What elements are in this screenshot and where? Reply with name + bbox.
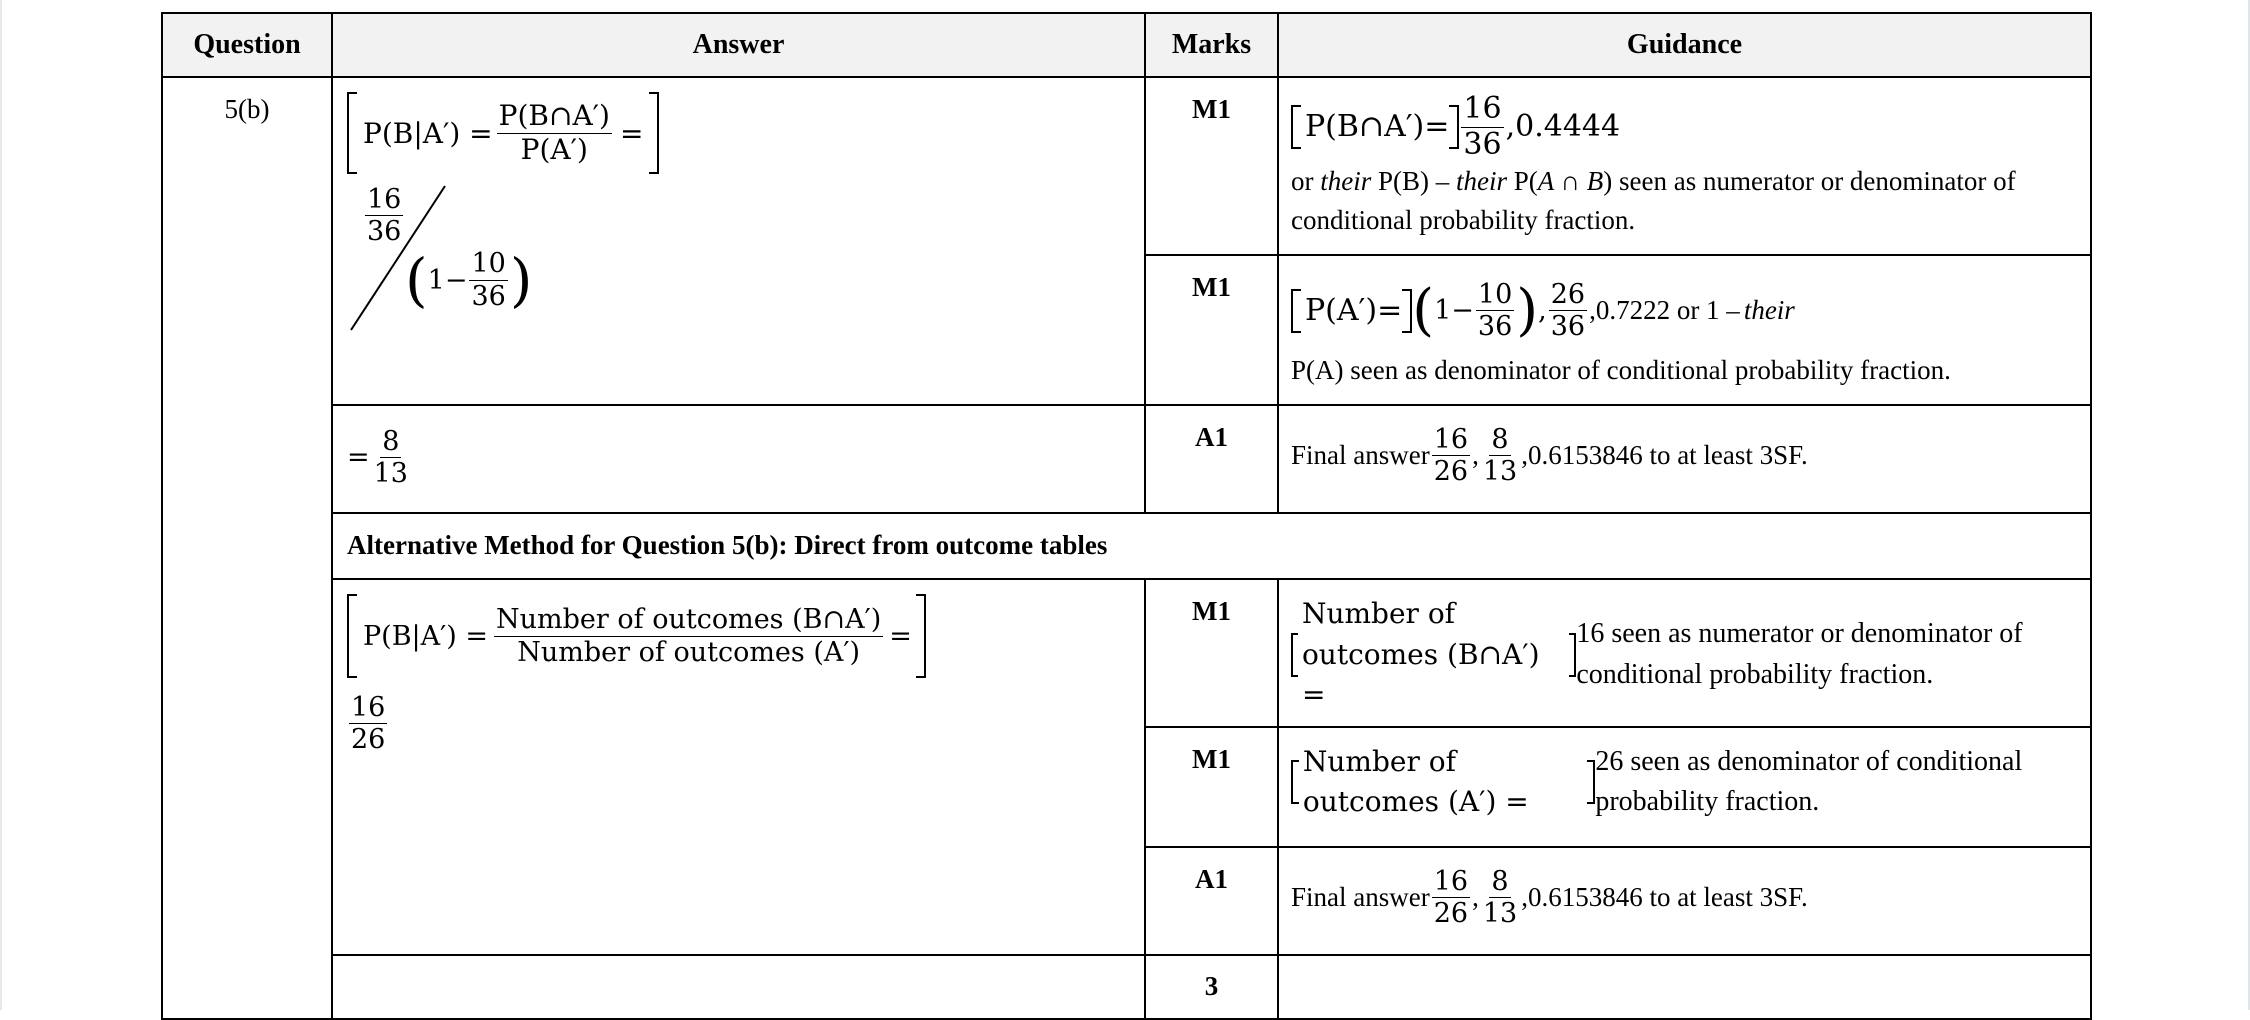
total-marks: 3 bbox=[1145, 955, 1278, 1019]
alt-g2-text: 26 seen as denominator of conditional probability fraction. bbox=[1595, 745, 2023, 818]
g1-text-b: P(B) – bbox=[1371, 166, 1457, 196]
alt-g3-comma: , bbox=[1472, 881, 1479, 912]
g2-den: 36 bbox=[1477, 311, 1513, 343]
alt-cond-eq: = bbox=[889, 620, 912, 652]
alt-cond-lhs: P(B|A′) = bbox=[363, 620, 489, 652]
g2-paren-open: ( bbox=[1412, 278, 1435, 343]
header-row bbox=[162, 13, 2091, 77]
g3-f2-den: 13 bbox=[1482, 456, 1518, 488]
g2-bracket-close bbox=[1402, 289, 1412, 333]
slash-fraction bbox=[347, 182, 533, 332]
g3-f2-num: 8 bbox=[1491, 424, 1509, 455]
table-row bbox=[162, 77, 2091, 255]
alt-g3-suffix: ,0.6153846 to at least 3SF. bbox=[1521, 881, 1808, 912]
alt-fraction bbox=[349, 692, 387, 755]
final-num: 8 bbox=[382, 426, 400, 457]
g2-num: 10 bbox=[1477, 279, 1513, 311]
g1-bracket-open bbox=[1291, 105, 1301, 149]
g2-one-minus: 1− bbox=[1434, 295, 1474, 327]
total-guidance-blank bbox=[1278, 955, 2091, 1019]
cond-num: P(B∩A′) bbox=[498, 99, 610, 133]
g2-their: their bbox=[1743, 295, 1795, 326]
alt-g3-f1-den: 26 bbox=[1433, 897, 1469, 929]
g1-bracket-close bbox=[1449, 105, 1459, 149]
alt-g2-bracket-close bbox=[1587, 760, 1595, 804]
alt-g1-prefix: Number of outcomes (B∩A′) = bbox=[1301, 597, 1540, 712]
cond-eq: = bbox=[619, 116, 644, 150]
mark-a1-a: A1 bbox=[1145, 405, 1278, 513]
header-marks: Marks bbox=[1145, 13, 1278, 77]
final-eq: = bbox=[347, 442, 370, 474]
final-fraction bbox=[372, 426, 410, 489]
g2-prefix: P(A′)= bbox=[1305, 292, 1403, 328]
g1-den: 36 bbox=[1463, 126, 1502, 162]
g3-comma: , bbox=[1472, 439, 1479, 470]
alt-method-heading: Alternative Method for Question 5(b): Direct from outcome tables bbox=[332, 513, 2091, 579]
mark-m1-d: M1 bbox=[1145, 727, 1278, 847]
g1-text-c: P( bbox=[1507, 166, 1538, 196]
mark-a1-b: A1 bbox=[1145, 847, 1278, 955]
table-row bbox=[162, 513, 2091, 579]
final-den: 13 bbox=[373, 458, 408, 490]
cond-lhs: P(B|A′) = bbox=[363, 116, 493, 150]
slash-top-fraction bbox=[365, 184, 403, 247]
g2-fraction2 bbox=[1549, 279, 1587, 342]
g1-italic-expr: A ∩ B bbox=[1537, 166, 1604, 196]
one-minus: 1− bbox=[427, 264, 468, 296]
ten-over-36 bbox=[469, 248, 507, 311]
g2-frac2-num: 26 bbox=[1550, 279, 1586, 311]
slash-top-den: 36 bbox=[367, 216, 402, 248]
cond-den: P(A′) bbox=[520, 132, 588, 166]
alt-g3-text: Final answer bbox=[1291, 881, 1430, 912]
ten-num: 10 bbox=[471, 248, 506, 280]
g1-fraction bbox=[1461, 92, 1503, 162]
g3-fraction1 bbox=[1432, 424, 1470, 487]
alt-g1-text: 16 seen as numerator or denominator of conditional probability fraction. bbox=[1576, 618, 2023, 690]
alt-cond-num: Number of outcomes (B∩A′) bbox=[496, 604, 882, 636]
mark-m1-a: M1 bbox=[1145, 77, 1278, 255]
g2-frac2-den: 36 bbox=[1550, 311, 1586, 343]
g1-their2: their bbox=[1456, 166, 1508, 196]
g3-suffix: ,0.6153846 to at least 3SF. bbox=[1521, 439, 1808, 470]
g2-bracket-open bbox=[1291, 289, 1301, 333]
answer-method1-final bbox=[332, 405, 1145, 513]
question-number: 5(b) bbox=[162, 77, 332, 1019]
table-row bbox=[162, 579, 2091, 727]
alt-g1-bracket-close bbox=[1569, 633, 1576, 677]
guidance-a1-a bbox=[1278, 405, 2091, 513]
table-row bbox=[162, 955, 2091, 1019]
g1-prefix: P(B∩A′)= bbox=[1305, 109, 1450, 145]
open-bracket bbox=[347, 92, 357, 174]
guidance-m1-b bbox=[1278, 255, 2091, 405]
cond-fraction bbox=[497, 100, 612, 165]
guidance-m1-d bbox=[1278, 727, 2091, 847]
header-answer: Answer bbox=[332, 13, 1145, 77]
g1-suffix: ,0.4444 bbox=[1505, 109, 1621, 145]
alt-g3-f2-num: 8 bbox=[1491, 865, 1509, 897]
g3-f1-num: 16 bbox=[1433, 424, 1469, 455]
alt-g3-f1-num: 16 bbox=[1433, 865, 1469, 897]
alt-cond-fraction bbox=[494, 604, 883, 667]
slash-bottom-expr bbox=[405, 246, 532, 314]
left-edge bbox=[0, 0, 2, 1010]
g1-text bbox=[1291, 162, 2078, 240]
total-answer-blank bbox=[332, 955, 1145, 1019]
g1-num: 16 bbox=[1463, 91, 1502, 126]
g1-text-d: ) seen as numerator or denominator of conditional probability fraction. bbox=[1291, 166, 2016, 236]
alt-frac-num: 16 bbox=[351, 692, 386, 723]
guidance-m1-c bbox=[1278, 579, 2091, 727]
g1-their1: their bbox=[1320, 166, 1372, 196]
paren-close: ) bbox=[509, 246, 533, 314]
g2-paren-close: ) bbox=[1516, 278, 1539, 343]
answer-method1-working bbox=[332, 77, 1145, 405]
g2-text: P(A) seen as denominator of conditional probability fraction. bbox=[1291, 355, 1951, 386]
alt-frac-den: 26 bbox=[351, 724, 386, 756]
alt-g2-prefix: Number of outcomes (A′) = bbox=[1302, 744, 1529, 819]
table-row bbox=[162, 405, 2091, 513]
ten-den: 36 bbox=[471, 280, 506, 312]
g3-fraction2 bbox=[1481, 424, 1519, 487]
header-guidance: Guidance bbox=[1278, 13, 2091, 77]
g3-f1-den: 26 bbox=[1433, 456, 1469, 488]
slash-top-num: 16 bbox=[367, 184, 402, 215]
mark-m1-b: M1 bbox=[1145, 255, 1278, 405]
mark-m1-c: M1 bbox=[1145, 579, 1278, 727]
g2-comma: , bbox=[1538, 295, 1547, 327]
alt-cond-den: Number of outcomes (A′) bbox=[517, 636, 861, 668]
g1-text-a: or bbox=[1291, 166, 1321, 196]
mark-scheme-table bbox=[161, 12, 2092, 1020]
alt-open-bracket bbox=[347, 594, 357, 678]
alt-g3-f2-den: 13 bbox=[1482, 897, 1518, 929]
paren-open: ( bbox=[405, 246, 428, 314]
answer-method2-working bbox=[332, 579, 1145, 955]
header-question: Question bbox=[162, 13, 332, 77]
alt-g2-bracket-open bbox=[1291, 760, 1299, 804]
close-bracket bbox=[649, 92, 659, 174]
g2-suffix: ,0.7222 or 1 – bbox=[1589, 295, 1740, 326]
guidance-a1-b bbox=[1278, 847, 2091, 955]
guidance-m1-a bbox=[1278, 77, 2091, 255]
alt-g3-fraction2 bbox=[1481, 866, 1519, 929]
alt-close-bracket bbox=[916, 594, 926, 678]
alt-g3-fraction1 bbox=[1432, 866, 1470, 929]
alt-g1-bracket-open bbox=[1291, 633, 1298, 677]
g3-text: Final answer bbox=[1291, 439, 1430, 470]
g2-fraction1 bbox=[1476, 279, 1514, 342]
